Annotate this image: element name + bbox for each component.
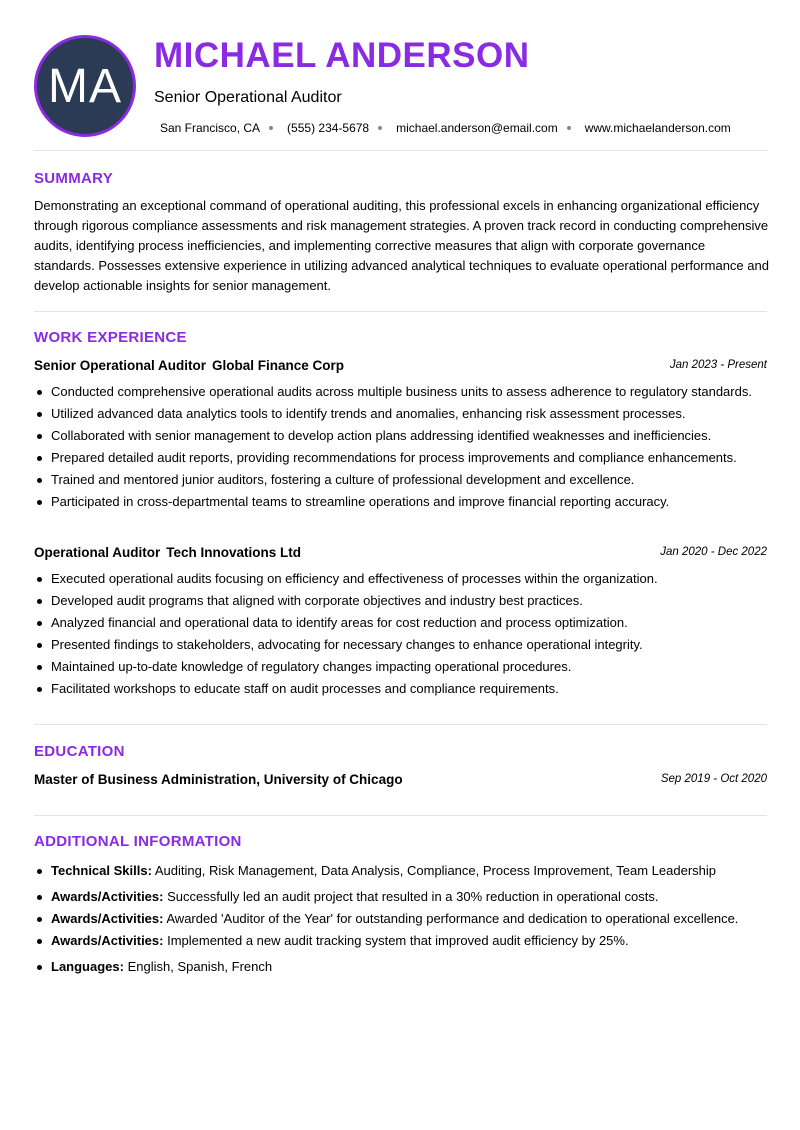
list-item: Collaborated with senior management to develop action plans addressing identified weaknesses and inefficiencies. [34,426,767,445]
job-dates: Jan 2020 - Dec 2022 [660,546,767,558]
item-label: Awards/Activities: [51,911,164,926]
list-item [34,887,767,906]
education-entry [34,772,767,787]
separator-dot [269,126,273,130]
job-company: Global Finance Corp [212,358,345,373]
candidate-title: Senior Operational Auditor [154,89,342,106]
list-item [34,909,767,928]
section-divider [34,311,767,312]
additional-heading: ADDITIONAL INFORMATION [34,833,242,850]
job-role: Senior Operational Auditor [34,358,207,373]
list-item: Prepared detailed audit reports, providing recommendations for process improvements and compliance enhancements. [34,448,767,467]
job-bullets [34,569,767,698]
list-item: Analyzed financial and operational data to identify areas for cost reduction and process optimization. [34,613,767,632]
education-heading: EDUCATION [34,743,125,760]
experience-heading: WORK EXPERIENCE [34,329,187,346]
avatar [34,35,136,137]
contact-website[interactable]: www.michaelanderson.com [584,121,731,135]
list-item: Participated in cross-departmental teams to streamline operations and improve financial reporting accuracy. [34,492,767,511]
contact-location: San Francisco, CA [160,121,261,135]
job-dates: Jan 2023 - Present [669,359,767,371]
contact-email[interactable]: michael.anderson@email.com [396,121,558,135]
candidate-name: MICHAEL ANDERSON [154,36,530,75]
summary-text: Demonstrating an exceptional command of operational auditing, this professional excels in enhancing organizational efficiency through rigorous compliance assessments and risk management strategies. A proven track record in conducting comprehensive audits, identifying process inefficiencies, and implementing corrective measures that align with corporate governance standards. Possesses extensive experience in utilizing advanced analytical techniques to evaluate operational performance and develop actionable insights for senior management. [34,198,769,293]
list-item [34,957,767,976]
education-degree: Master of Business Administration, University of Chicago [34,772,403,787]
list-item: Trained and mentored junior auditors, fostering a culture of professional development and excellence. [34,470,767,489]
education-dates: Sep 2019 - Oct 2020 [660,773,767,785]
list-item: Conducted comprehensive operational audits across multiple business units to assess adherence to regulatory standards. [34,382,767,401]
contact-line [160,121,731,135]
summary-heading: SUMMARY [34,170,114,187]
separator-dot [378,126,382,130]
list-item: Executed operational audits focusing on efficiency and effectiveness of processes within the organization. [34,569,767,588]
list-item: Facilitated workshops to educate staff on audit processes and compliance requirements. [34,679,767,698]
separator-dot [567,126,571,130]
section-divider [34,815,767,816]
contact-phone: (555) 234-5678 [287,121,370,135]
list-item: Presented findings to stakeholders, advocating for necessary changes to enhance operational integrity. [34,635,767,654]
list-item: Utilized advanced data analytics tools to identify trends and anomalies, enhancing risk assessment processes. [34,404,767,423]
list-item: Maintained up-to-date knowledge of regulatory changes impacting operational procedures. [34,657,767,676]
item-text: Auditing, Risk Management, Data Analysis, Compliance, Process Improvement, Team Leadership [151,863,717,878]
job-role: Operational Auditor [34,545,161,560]
job-header [34,545,767,560]
item-label: Awards/Activities: [51,889,164,904]
list-item [34,861,767,880]
additional-list [34,861,767,976]
list-item [34,931,767,950]
item-text: Implemented a new audit tracking system that improved audit efficiency by 25%. [163,933,629,948]
item-label: Technical Skills: [51,863,152,878]
item-label: Languages: [51,959,124,974]
item-text: Awarded 'Auditor of the Year' for outstanding performance and dedication to operational excellence. [163,911,739,926]
job-bullets [34,382,767,511]
job-company: Tech Innovations Ltd [166,545,302,560]
item-label: Awards/Activities: [51,933,164,948]
list-item: Developed audit programs that aligned with corporate objectives and industry best practices. [34,591,767,610]
avatar-initials: MA [48,59,122,113]
item-text: Successfully led an audit project that resulted in a 30% reduction in operational costs. [163,889,659,904]
section-divider [34,724,767,725]
section-divider [34,150,767,151]
job-header [34,358,767,373]
item-text: English, Spanish, French [123,959,273,974]
